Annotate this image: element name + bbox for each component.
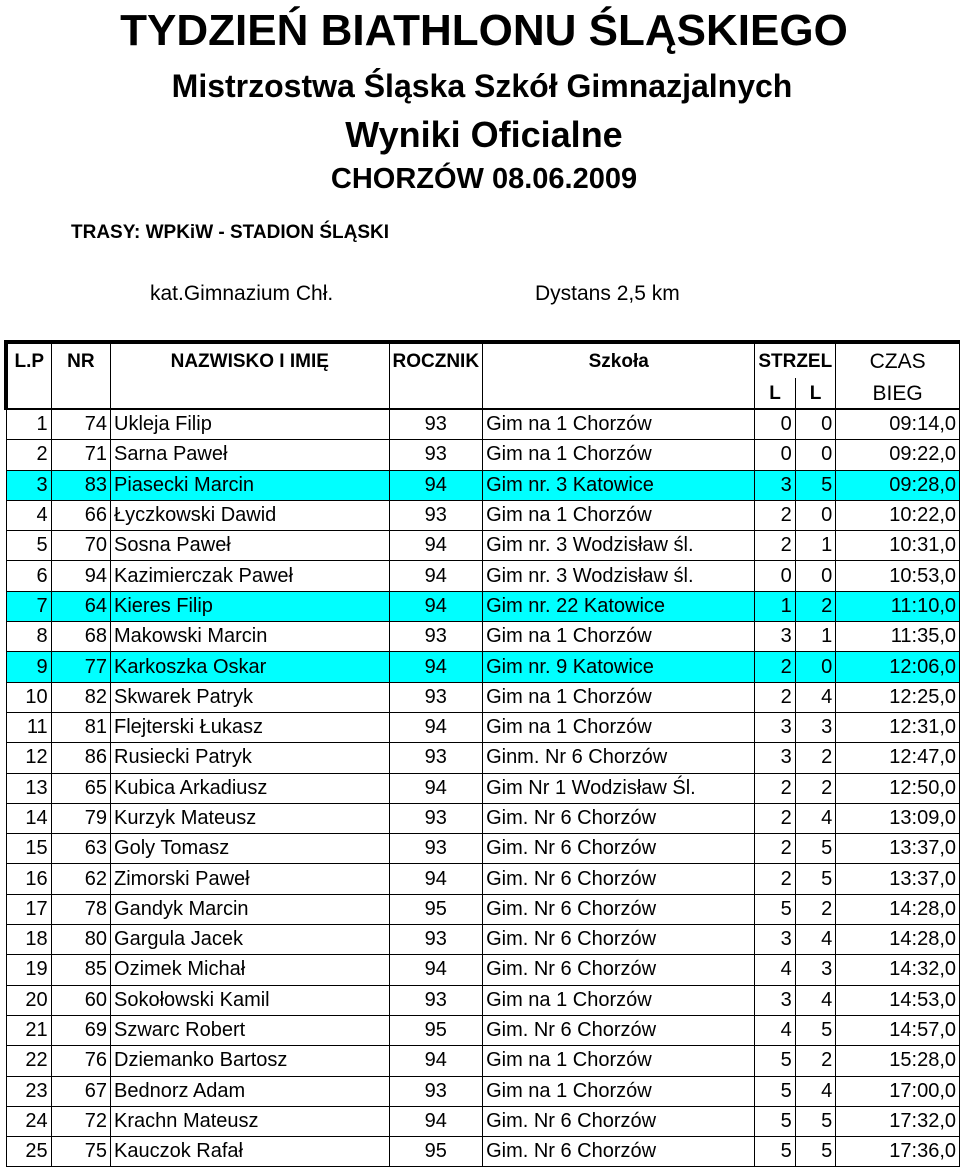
results-table <box>4 340 960 1167</box>
cell-time: 12:50,0 <box>836 773 960 803</box>
cell-shoot-1: 2 <box>755 531 795 561</box>
cell-time: 17:36,0 <box>836 1137 960 1167</box>
cell-nr: 60 <box>51 985 110 1015</box>
cell-school: Gim na 1 Chorzów <box>483 712 755 742</box>
route-label: TRASY: WPKiW - STADION ŚLĄSKI <box>71 222 390 243</box>
cell-school: Gim na 1 Chorzów <box>483 409 755 440</box>
table-row <box>6 834 960 864</box>
cell-name: Goly Tomasz <box>111 834 389 864</box>
cell-name: Ozimek Michał <box>111 955 389 985</box>
cell-shoot-2: 2 <box>795 1046 835 1076</box>
cell-school: Gim. Nr 6 Chorzów <box>483 925 755 955</box>
cell-school: Gim nr. 22 Katowice <box>483 591 755 621</box>
cell-shoot-2: 4 <box>795 925 835 955</box>
cell-year: 93 <box>389 440 483 470</box>
cell-shoot-2: 0 <box>795 652 835 682</box>
col-lp-header: L.P <box>6 342 51 378</box>
cell-lp: 4 <box>6 500 51 530</box>
cell-school: Gim na 1 Chorzów <box>483 985 755 1015</box>
cell-school: Gim nr. 3 Wodzisław śl. <box>483 561 755 591</box>
cell-nr: 71 <box>51 440 110 470</box>
cell-shoot-1: 3 <box>755 743 795 773</box>
cell-school: Gim. Nr 6 Chorzów <box>483 834 755 864</box>
cell-shoot-1: 3 <box>755 712 795 742</box>
cell-shoot-1: 2 <box>755 864 795 894</box>
table-row <box>6 925 960 955</box>
cell-shoot-1: 3 <box>755 622 795 652</box>
cell-shoot-2: 5 <box>795 1015 835 1045</box>
cell-time: 11:35,0 <box>836 622 960 652</box>
cell-time: 10:53,0 <box>836 561 960 591</box>
cell-shoot-2: 4 <box>795 803 835 833</box>
cell-year: 93 <box>389 500 483 530</box>
cell-lp: 8 <box>6 622 51 652</box>
cell-shoot-2: 4 <box>795 985 835 1015</box>
cell-year: 94 <box>389 591 483 621</box>
cell-year: 93 <box>389 682 483 712</box>
cell-lp: 20 <box>6 985 51 1015</box>
cell-year: 94 <box>389 773 483 803</box>
cell-school: Gim na 1 Chorzów <box>483 440 755 470</box>
cell-name: Sarna Paweł <box>111 440 389 470</box>
table-row <box>6 955 960 985</box>
cell-shoot-2: 1 <box>795 622 835 652</box>
cell-year: 94 <box>389 470 483 500</box>
cell-name: Gargula Jacek <box>111 925 389 955</box>
cell-year: 94 <box>389 652 483 682</box>
cell-shoot-1: 5 <box>755 1076 795 1106</box>
cell-nr: 62 <box>51 864 110 894</box>
cell-shoot-1: 5 <box>755 894 795 924</box>
cell-name: Kazimierczak Paweł <box>111 561 389 591</box>
cell-year: 95 <box>389 894 483 924</box>
cell-shoot-1: 5 <box>755 1137 795 1167</box>
cell-nr: 65 <box>51 773 110 803</box>
cell-shoot-1: 2 <box>755 652 795 682</box>
cell-shoot-1: 0 <box>755 409 795 440</box>
cell-shoot-1: 3 <box>755 470 795 500</box>
cell-nr: 72 <box>51 1106 110 1136</box>
col-nr-header: NR <box>51 342 110 378</box>
cell-school: Gim. Nr 6 Chorzów <box>483 955 755 985</box>
cell-shoot-2: 2 <box>795 591 835 621</box>
cell-shoot-2: 3 <box>795 712 835 742</box>
cell-lp: 13 <box>6 773 51 803</box>
cell-school: Gim. Nr 6 Chorzów <box>483 894 755 924</box>
cell-school: Gim na 1 Chorzów <box>483 1076 755 1106</box>
cell-time: 09:28,0 <box>836 470 960 500</box>
cell-shoot-1: 5 <box>755 1106 795 1136</box>
cell-shoot-1: 2 <box>755 682 795 712</box>
cell-nr: 79 <box>51 803 110 833</box>
table-row <box>6 622 960 652</box>
cell-lp: 9 <box>6 652 51 682</box>
cell-shoot-2: 5 <box>795 470 835 500</box>
table-row <box>6 894 960 924</box>
cell-name: Gandyk Marcin <box>111 894 389 924</box>
cell-school: Gim. Nr 6 Chorzów <box>483 1106 755 1136</box>
cell-lp: 6 <box>6 561 51 591</box>
col-year-header: ROCZNIK <box>389 342 483 378</box>
cell-name: Makowski Marcin <box>111 622 389 652</box>
cell-year: 93 <box>389 1076 483 1106</box>
cell-lp: 19 <box>6 955 51 985</box>
table-row <box>6 1137 960 1167</box>
cell-shoot-2: 5 <box>795 1137 835 1167</box>
cell-year: 94 <box>389 1046 483 1076</box>
table-row <box>6 561 960 591</box>
col-name-header: NAZWISKO I IMIĘ <box>111 342 389 378</box>
cell-year: 95 <box>389 1137 483 1167</box>
table-row <box>6 1106 960 1136</box>
table-row <box>6 470 960 500</box>
cell-time: 17:00,0 <box>836 1076 960 1106</box>
cell-time: 12:47,0 <box>836 743 960 773</box>
cell-shoot-1: 3 <box>755 985 795 1015</box>
cell-shoot-2: 4 <box>795 1076 835 1106</box>
cell-nr: 85 <box>51 955 110 985</box>
cell-time: 14:32,0 <box>836 955 960 985</box>
cell-lp: 15 <box>6 834 51 864</box>
cell-time: 12:25,0 <box>836 682 960 712</box>
cell-shoot-2: 2 <box>795 743 835 773</box>
cell-shoot-2: 0 <box>795 561 835 591</box>
table-row <box>6 500 960 530</box>
cell-lp: 23 <box>6 1076 51 1106</box>
cell-name: Rusiecki Patryk <box>111 743 389 773</box>
cell-school: Gim na 1 Chorzów <box>483 500 755 530</box>
table-row <box>6 743 960 773</box>
cell-year: 94 <box>389 955 483 985</box>
cell-time: 10:31,0 <box>836 531 960 561</box>
header-subrow <box>6 378 960 409</box>
cell-shoot-2: 5 <box>795 834 835 864</box>
cell-time: 10:22,0 <box>836 500 960 530</box>
cell-shoot-2: 0 <box>795 440 835 470</box>
cell-name: Sokołowski Kamil <box>111 985 389 1015</box>
cell-lp: 21 <box>6 1015 51 1045</box>
cell-nr: 67 <box>51 1076 110 1106</box>
cell-time: 12:06,0 <box>836 652 960 682</box>
category-label: kat.Gimnazium Chł. <box>150 282 334 305</box>
cell-nr: 94 <box>51 561 110 591</box>
table-row <box>6 591 960 621</box>
cell-name: Kubica Arkadiusz <box>111 773 389 803</box>
results-body <box>6 409 960 1167</box>
cell-lp: 7 <box>6 591 51 621</box>
cell-time: 11:10,0 <box>836 591 960 621</box>
cell-time: 14:28,0 <box>836 925 960 955</box>
cell-year: 93 <box>389 985 483 1015</box>
cell-shoot-1: 2 <box>755 834 795 864</box>
main-title: TYDZIEŃ BIATHLONU ŚLĄSKIEGO <box>120 6 848 55</box>
cell-name: Skwarek Patryk <box>111 682 389 712</box>
table-row <box>6 864 960 894</box>
cell-school: Gim nr. 3 Katowice <box>483 470 755 500</box>
cell-school: Gim. Nr 6 Chorzów <box>483 1015 755 1045</box>
cell-name: Flejterski Łukasz <box>111 712 389 742</box>
cell-nr: 81 <box>51 712 110 742</box>
table-row <box>6 1015 960 1045</box>
table-row <box>6 1046 960 1076</box>
cell-nr: 78 <box>51 894 110 924</box>
cell-shoot-1: 4 <box>755 955 795 985</box>
col-shoot-l1-header: L <box>755 378 795 409</box>
cell-time: 09:14,0 <box>836 409 960 440</box>
cell-shoot-2: 0 <box>795 500 835 530</box>
cell-shoot-1: 4 <box>755 1015 795 1045</box>
distance-label: Dystans 2,5 km <box>535 282 680 305</box>
cell-lp: 25 <box>6 1137 51 1167</box>
table-row <box>6 985 960 1015</box>
col-school-header: Szkoła <box>483 342 755 378</box>
cell-name: Łyczkowski Dawid <box>111 500 389 530</box>
cell-year: 94 <box>389 1106 483 1136</box>
cell-year: 93 <box>389 743 483 773</box>
cell-time: 17:32,0 <box>836 1106 960 1136</box>
cell-lp: 22 <box>6 1046 51 1076</box>
cell-year: 94 <box>389 561 483 591</box>
cell-name: Piasecki Marcin <box>111 470 389 500</box>
header-row <box>6 342 960 378</box>
table-row <box>6 1076 960 1106</box>
cell-nr: 80 <box>51 925 110 955</box>
cell-nr: 69 <box>51 1015 110 1045</box>
cell-shoot-1: 3 <box>755 925 795 955</box>
cell-shoot-2: 1 <box>795 531 835 561</box>
cell-time: 14:57,0 <box>836 1015 960 1045</box>
cell-time: 13:37,0 <box>836 864 960 894</box>
cell-shoot-1: 2 <box>755 803 795 833</box>
cell-lp: 1 <box>6 409 51 440</box>
cell-year: 93 <box>389 409 483 440</box>
cell-shoot-1: 5 <box>755 1046 795 1076</box>
cell-lp: 18 <box>6 925 51 955</box>
cell-time: 14:53,0 <box>836 985 960 1015</box>
table-row <box>6 682 960 712</box>
cell-time: 14:28,0 <box>836 894 960 924</box>
cell-shoot-2: 2 <box>795 773 835 803</box>
cell-nr: 82 <box>51 682 110 712</box>
cell-year: 93 <box>389 622 483 652</box>
cell-name: Szwarc Robert <box>111 1015 389 1045</box>
cell-name: Sosna Paweł <box>111 531 389 561</box>
cell-time: 13:37,0 <box>836 834 960 864</box>
cell-name: Bednorz Adam <box>111 1076 389 1106</box>
cell-year: 94 <box>389 864 483 894</box>
cell-year: 94 <box>389 531 483 561</box>
cell-shoot-1: 0 <box>755 561 795 591</box>
cell-time: 12:31,0 <box>836 712 960 742</box>
col-time-header: CZAS <box>836 342 960 378</box>
cell-school: Gim Nr 1 Wodzisław Śl. <box>483 773 755 803</box>
cell-name: Karkoszka Oskar <box>111 652 389 682</box>
cell-name: Kauczok Rafał <box>111 1137 389 1167</box>
cell-school: Gim. Nr 6 Chorzów <box>483 864 755 894</box>
table-row <box>6 773 960 803</box>
cell-school: Gim na 1 Chorzów <box>483 1046 755 1076</box>
cell-time: 09:22,0 <box>836 440 960 470</box>
cell-school: Gim na 1 Chorzów <box>483 682 755 712</box>
cell-nr: 83 <box>51 470 110 500</box>
cell-shoot-1: 2 <box>755 500 795 530</box>
table-row <box>6 409 960 440</box>
place-date: CHORZÓW 08.06.2009 <box>330 163 638 195</box>
cell-lp: 11 <box>6 712 51 742</box>
table-row <box>6 652 960 682</box>
table-row <box>6 803 960 833</box>
cell-nr: 74 <box>51 409 110 440</box>
cell-lp: 12 <box>6 743 51 773</box>
cell-year: 94 <box>389 712 483 742</box>
cell-lp: 3 <box>6 470 51 500</box>
col-shoot-l2-header: L <box>795 378 835 409</box>
cell-year: 95 <box>389 1015 483 1045</box>
cell-lp: 5 <box>6 531 51 561</box>
cell-lp: 24 <box>6 1106 51 1136</box>
cell-name: Krachn Mateusz <box>111 1106 389 1136</box>
cell-name: Ukleja Filip <box>111 409 389 440</box>
cell-nr: 76 <box>51 1046 110 1076</box>
cell-year: 93 <box>389 834 483 864</box>
cell-lp: 14 <box>6 803 51 833</box>
cell-time: 13:09,0 <box>836 803 960 833</box>
col-time-subheader: BIEG <box>836 378 960 409</box>
cell-name: Kurzyk Mateusz <box>111 803 389 833</box>
cell-name: Zimorski Paweł <box>111 864 389 894</box>
cell-time: 15:28,0 <box>836 1046 960 1076</box>
cell-shoot-2: 0 <box>795 409 835 440</box>
cell-shoot-2: 4 <box>795 682 835 712</box>
cell-lp: 16 <box>6 864 51 894</box>
table-row <box>6 712 960 742</box>
cell-nr: 75 <box>51 1137 110 1167</box>
cell-nr: 63 <box>51 834 110 864</box>
cell-school: Gim nr. 9 Katowice <box>483 652 755 682</box>
subtitle: Mistrzostwa Śląska Szkół Gimnazjalnych <box>171 68 793 104</box>
cell-school: Gim nr. 3 Wodzisław śl. <box>483 531 755 561</box>
results-title: Wyniki Oficialne <box>345 114 623 155</box>
cell-name: Dziemanko Bartosz <box>111 1046 389 1076</box>
cell-shoot-1: 2 <box>755 773 795 803</box>
cell-shoot-2: 5 <box>795 864 835 894</box>
cell-school: Gim. Nr 6 Chorzów <box>483 803 755 833</box>
cell-lp: 17 <box>6 894 51 924</box>
cell-year: 93 <box>389 803 483 833</box>
cell-school: Gim na 1 Chorzów <box>483 622 755 652</box>
cell-nr: 86 <box>51 743 110 773</box>
cell-nr: 77 <box>51 652 110 682</box>
cell-shoot-2: 2 <box>795 894 835 924</box>
cell-nr: 66 <box>51 500 110 530</box>
table-row <box>6 440 960 470</box>
cell-school: Gim. Nr 6 Chorzów <box>483 1137 755 1167</box>
table-row <box>6 531 960 561</box>
cell-nr: 64 <box>51 591 110 621</box>
cell-school: Ginm. Nr 6 Chorzów <box>483 743 755 773</box>
cell-lp: 2 <box>6 440 51 470</box>
cell-nr: 68 <box>51 622 110 652</box>
cell-lp: 10 <box>6 682 51 712</box>
cell-shoot-1: 1 <box>755 591 795 621</box>
cell-shoot-1: 0 <box>755 440 795 470</box>
col-shooting-header: STRZEL <box>755 342 836 378</box>
cell-year: 93 <box>389 925 483 955</box>
cell-name: Kieres Filip <box>111 591 389 621</box>
cell-shoot-2: 5 <box>795 1106 835 1136</box>
cell-shoot-2: 3 <box>795 955 835 985</box>
cell-nr: 70 <box>51 531 110 561</box>
